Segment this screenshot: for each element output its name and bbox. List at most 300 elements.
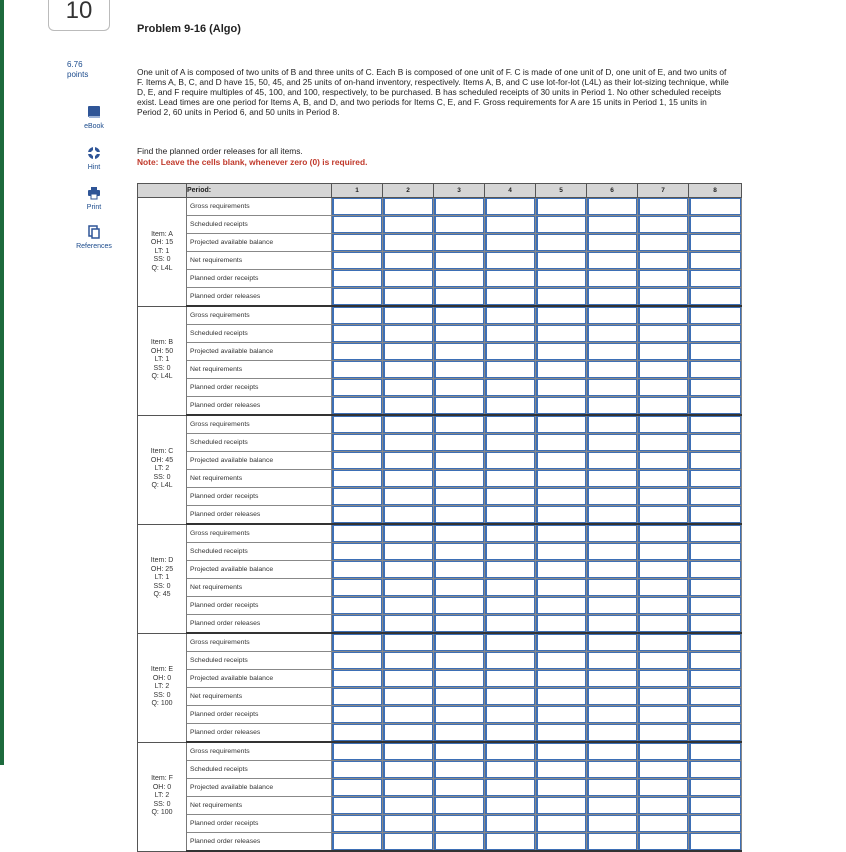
mrp-cell-input[interactable] (434, 216, 484, 233)
mrp-cell-input[interactable] (536, 416, 586, 433)
mrp-cell-input[interactable] (536, 579, 586, 596)
mrp-cell-input[interactable] (434, 252, 484, 269)
mrp-cell-input[interactable] (587, 307, 637, 324)
mrp-cell-input[interactable] (638, 307, 688, 324)
mrp-cell-input[interactable] (536, 452, 586, 469)
mrp-cell-input[interactable] (383, 706, 433, 723)
mrp-cell-input[interactable] (689, 670, 741, 687)
mrp-cell-input[interactable] (587, 543, 637, 560)
mrp-cell-input[interactable] (689, 634, 741, 651)
mrp-cell-input[interactable] (689, 325, 741, 342)
mrp-cell-input[interactable] (536, 615, 586, 632)
mrp-cell-input[interactable] (536, 561, 586, 578)
mrp-cell-input[interactable] (434, 543, 484, 560)
mrp-cell-input[interactable] (383, 397, 433, 414)
mrp-cell-input[interactable] (638, 525, 688, 542)
mrp-cell-input[interactable] (485, 470, 535, 487)
mrp-cell-input[interactable] (383, 416, 433, 433)
mrp-cell-input[interactable] (638, 397, 688, 414)
mrp-cell-input[interactable] (485, 452, 535, 469)
mrp-cell-input[interactable] (638, 434, 688, 451)
mrp-cell-input[interactable] (485, 761, 535, 778)
mrp-cell-input[interactable] (434, 343, 484, 360)
mrp-cell-input[interactable] (689, 724, 741, 741)
mrp-cell-input[interactable] (485, 343, 535, 360)
mrp-cell-input[interactable] (383, 688, 433, 705)
mrp-cell-input[interactable] (638, 561, 688, 578)
mrp-cell-input[interactable] (383, 652, 433, 669)
mrp-cell-input[interactable] (587, 397, 637, 414)
mrp-cell-input[interactable] (689, 343, 741, 360)
mrp-cell-input[interactable] (434, 397, 484, 414)
mrp-cell-input[interactable] (434, 234, 484, 251)
mrp-cell-input[interactable] (689, 198, 741, 215)
mrp-cell-input[interactable] (434, 270, 484, 287)
mrp-cell-input[interactable] (485, 779, 535, 796)
mrp-cell-input[interactable] (536, 670, 586, 687)
mrp-cell-input[interactable] (383, 579, 433, 596)
mrp-cell-input[interactable] (587, 488, 637, 505)
mrp-cell-input[interactable] (536, 397, 586, 414)
mrp-cell-input[interactable] (587, 506, 637, 523)
mrp-cell-input[interactable] (587, 615, 637, 632)
mrp-cell-input[interactable] (689, 252, 741, 269)
mrp-cell-input[interactable] (587, 343, 637, 360)
mrp-cell-input[interactable] (587, 597, 637, 614)
mrp-cell-input[interactable] (638, 343, 688, 360)
mrp-cell-input[interactable] (536, 270, 586, 287)
mrp-cell-input[interactable] (587, 470, 637, 487)
mrp-cell-input[interactable] (689, 597, 741, 614)
mrp-cell-input[interactable] (332, 597, 382, 614)
mrp-cell-input[interactable] (485, 797, 535, 814)
mrp-cell-input[interactable] (383, 288, 433, 305)
mrp-cell-input[interactable] (536, 434, 586, 451)
mrp-cell-input[interactable] (587, 434, 637, 451)
ebook-button[interactable] (72, 105, 116, 130)
mrp-cell-input[interactable] (332, 743, 382, 760)
mrp-cell-input[interactable] (485, 688, 535, 705)
mrp-cell-input[interactable] (383, 815, 433, 832)
mrp-cell-input[interactable] (383, 234, 433, 251)
mrp-cell-input[interactable] (689, 543, 741, 560)
mrp-cell-input[interactable] (587, 688, 637, 705)
mrp-cell-input[interactable] (587, 706, 637, 723)
mrp-cell-input[interactable] (383, 216, 433, 233)
mrp-cell-input[interactable] (536, 815, 586, 832)
mrp-cell-input[interactable] (383, 615, 433, 632)
mrp-cell-input[interactable] (689, 561, 741, 578)
mrp-cell-input[interactable] (689, 652, 741, 669)
mrp-cell-input[interactable] (689, 615, 741, 632)
mrp-cell-input[interactable] (332, 452, 382, 469)
mrp-cell-input[interactable] (536, 706, 586, 723)
mrp-cell-input[interactable] (689, 488, 741, 505)
mrp-cell-input[interactable] (332, 724, 382, 741)
mrp-cell-input[interactable] (689, 833, 741, 850)
mrp-cell-input[interactable] (383, 561, 433, 578)
mrp-cell-input[interactable] (434, 833, 484, 850)
mrp-cell-input[interactable] (689, 470, 741, 487)
mrp-cell-input[interactable] (434, 634, 484, 651)
mrp-cell-input[interactable] (332, 234, 382, 251)
mrp-cell-input[interactable] (638, 488, 688, 505)
mrp-cell-input[interactable] (332, 252, 382, 269)
mrp-cell-input[interactable] (689, 743, 741, 760)
mrp-cell-input[interactable] (383, 797, 433, 814)
mrp-cell-input[interactable] (536, 379, 586, 396)
mrp-cell-input[interactable] (332, 198, 382, 215)
mrp-cell-input[interactable] (332, 325, 382, 342)
mrp-cell-input[interactable] (587, 234, 637, 251)
mrp-cell-input[interactable] (689, 579, 741, 596)
mrp-cell-input[interactable] (434, 361, 484, 378)
mrp-cell-input[interactable] (434, 579, 484, 596)
mrp-cell-input[interactable] (689, 361, 741, 378)
mrp-cell-input[interactable] (638, 234, 688, 251)
mrp-cell-input[interactable] (638, 506, 688, 523)
mrp-cell-input[interactable] (536, 488, 586, 505)
mrp-cell-input[interactable] (485, 506, 535, 523)
mrp-cell (434, 415, 485, 434)
mrp-cell-input[interactable] (383, 325, 433, 342)
mrp-cell-input[interactable] (587, 216, 637, 233)
mrp-cell-input[interactable] (485, 724, 535, 741)
mrp-cell-input[interactable] (638, 597, 688, 614)
mrp-cell-input[interactable] (536, 343, 586, 360)
mrp-cell-input[interactable] (383, 252, 433, 269)
mrp-cell-input[interactable] (638, 288, 688, 305)
mrp-cell-input[interactable] (485, 615, 535, 632)
mrp-cell-input[interactable] (332, 561, 382, 578)
mrp-cell-input[interactable] (434, 307, 484, 324)
mrp-cell-input[interactable] (332, 688, 382, 705)
mrp-cell-input[interactable] (434, 615, 484, 632)
mrp-cell-input[interactable] (536, 361, 586, 378)
mrp-cell-input[interactable] (536, 724, 586, 741)
mrp-cell-input[interactable] (383, 270, 433, 287)
mrp-cell-input[interactable] (638, 361, 688, 378)
mrp-cell-input[interactable] (638, 706, 688, 723)
mrp-cell-input[interactable] (332, 506, 382, 523)
mrp-cell-input[interactable] (383, 779, 433, 796)
mrp-cell-input[interactable] (485, 543, 535, 560)
mrp-cell-input[interactable] (485, 670, 535, 687)
mrp-cell-input[interactable] (689, 525, 741, 542)
mrp-cell-input[interactable] (332, 470, 382, 487)
mrp-cell-input[interactable] (638, 743, 688, 760)
mrp-cell-input[interactable] (332, 779, 382, 796)
mrp-cell-input[interactable] (485, 597, 535, 614)
mrp-cell-input[interactable] (332, 670, 382, 687)
mrp-cell-input[interactable] (332, 216, 382, 233)
mrp-cell-input[interactable] (638, 270, 688, 287)
mrp-cell-input[interactable] (332, 307, 382, 324)
mrp-cell-input[interactable] (332, 706, 382, 723)
hint-button[interactable] (72, 146, 116, 171)
mrp-cell-input[interactable] (638, 416, 688, 433)
mrp-cell-input[interactable] (383, 634, 433, 651)
mrp-cell-input[interactable] (332, 525, 382, 542)
mrp-cell-input[interactable] (587, 833, 637, 850)
mrp-cell-input[interactable] (638, 724, 688, 741)
mrp-cell-input[interactable] (689, 506, 741, 523)
item-ss: SS: 0 (153, 473, 171, 481)
mrp-cell-input[interactable] (587, 670, 637, 687)
mrp-cell-input[interactable] (485, 833, 535, 850)
mrp-cell-input[interactable] (485, 379, 535, 396)
mrp-cell-input[interactable] (332, 797, 382, 814)
mrp-cell-input[interactable] (434, 761, 484, 778)
mrp-cell-input[interactable] (434, 525, 484, 542)
mrp-cell-input[interactable] (536, 198, 586, 215)
mrp-row (138, 779, 742, 797)
mrp-cell-input[interactable] (383, 670, 433, 687)
mrp-cell-input[interactable] (689, 416, 741, 433)
mrp-cell-input[interactable] (587, 561, 637, 578)
mrp-cell-input[interactable] (434, 724, 484, 741)
mrp-cell-input[interactable] (485, 307, 535, 324)
mrp-cell-input[interactable] (434, 688, 484, 705)
mrp-cell-input[interactable] (485, 706, 535, 723)
mrp-cell-input[interactable] (638, 688, 688, 705)
mrp-cell-input[interactable] (689, 379, 741, 396)
mrp-cell-input[interactable] (383, 724, 433, 741)
mrp-cell-input[interactable] (587, 416, 637, 433)
mrp-cell-input[interactable] (383, 833, 433, 850)
mrp-cell-input[interactable] (383, 198, 433, 215)
mrp-cell-input[interactable] (332, 579, 382, 596)
mrp-cell-input[interactable] (485, 361, 535, 378)
mrp-cell-input[interactable] (587, 652, 637, 669)
mrp-cell-input[interactable] (485, 488, 535, 505)
mrp-cell-input[interactable] (689, 688, 741, 705)
mrp-cell-input[interactable] (638, 379, 688, 396)
mrp-cell-input[interactable] (536, 307, 586, 324)
mrp-cell-input[interactable] (689, 234, 741, 251)
mrp-cell-input[interactable] (332, 379, 382, 396)
mrp-row (138, 761, 742, 779)
mrp-cell-input[interactable] (587, 743, 637, 760)
mrp-cell-input[interactable] (587, 797, 637, 814)
mrp-cell-input[interactable] (536, 833, 586, 850)
mrp-cell-input[interactable] (638, 216, 688, 233)
mrp-cell-input[interactable] (434, 488, 484, 505)
mrp-cell-input[interactable] (434, 797, 484, 814)
mrp-cell-input[interactable] (485, 397, 535, 414)
mrp-cell-input[interactable] (536, 252, 586, 269)
mrp-cell-input[interactable] (587, 579, 637, 596)
mrp-cell-input[interactable] (536, 797, 586, 814)
mrp-cell-input[interactable] (332, 361, 382, 378)
mrp-cell-input[interactable] (587, 815, 637, 832)
mrp-cell-input[interactable] (689, 815, 741, 832)
mrp-cell-input[interactable] (434, 670, 484, 687)
mrp-cell-input[interactable] (536, 325, 586, 342)
mrp-cell-input[interactable] (383, 307, 433, 324)
mrp-cell-input[interactable] (383, 743, 433, 760)
mrp-cell (434, 470, 485, 488)
mrp-cell-input[interactable] (434, 325, 484, 342)
mrp-cell-input[interactable] (434, 379, 484, 396)
mrp-cell-input[interactable] (434, 561, 484, 578)
mrp-cell-input[interactable] (587, 270, 637, 287)
mrp-cell-input[interactable] (332, 343, 382, 360)
mrp-cell-input[interactable] (383, 597, 433, 614)
mrp-cell-input[interactable] (638, 252, 688, 269)
mrp-cell-input[interactable] (638, 452, 688, 469)
mrp-cell-input[interactable] (536, 688, 586, 705)
mrp-cell-input[interactable] (485, 198, 535, 215)
mrp-cell-input[interactable] (434, 452, 484, 469)
mrp-cell-input[interactable] (638, 634, 688, 651)
mrp-cell-input[interactable] (689, 307, 741, 324)
mrp-cell-input[interactable] (434, 198, 484, 215)
mrp-cell-input[interactable] (536, 543, 586, 560)
mrp-cell-input[interactable] (536, 743, 586, 760)
mrp-cell-input[interactable] (638, 761, 688, 778)
mrp-cell-input[interactable] (485, 416, 535, 433)
mrp-cell-input[interactable] (485, 288, 535, 305)
mrp-cell-input[interactable] (383, 488, 433, 505)
mrp-cell-input[interactable] (587, 634, 637, 651)
mrp-cell-input[interactable] (536, 525, 586, 542)
mrp-cell-input[interactable] (332, 761, 382, 778)
mrp-cell-input[interactable] (587, 525, 637, 542)
mrp-cell-input[interactable] (536, 634, 586, 651)
mrp-cell-input[interactable] (383, 761, 433, 778)
mrp-cell-input[interactable] (689, 216, 741, 233)
mrp-cell-input[interactable] (536, 652, 586, 669)
mrp-cell-input[interactable] (332, 833, 382, 850)
mrp-cell-input[interactable] (587, 379, 637, 396)
mrp-cell-input[interactable] (332, 652, 382, 669)
mrp-cell-input[interactable] (383, 379, 433, 396)
mrp-cell-input[interactable] (536, 470, 586, 487)
mrp-cell-input[interactable] (638, 470, 688, 487)
mrp-cell-input[interactable] (689, 288, 741, 305)
mrp-cell-input[interactable] (332, 815, 382, 832)
mrp-cell (536, 670, 587, 688)
mrp-cell-input[interactable] (536, 779, 586, 796)
mrp-cell-input[interactable] (485, 252, 535, 269)
mrp-cell-input[interactable] (536, 761, 586, 778)
mrp-cell-input[interactable] (587, 779, 637, 796)
mrp-cell-input[interactable] (638, 198, 688, 215)
mrp-cell-input[interactable] (485, 234, 535, 251)
mrp-cell-input[interactable] (434, 779, 484, 796)
mrp-cell-input[interactable] (689, 397, 741, 414)
mrp-cell-input[interactable] (434, 470, 484, 487)
mrp-cell-input[interactable] (587, 724, 637, 741)
mrp-cell (383, 234, 434, 252)
mrp-cell-input[interactable] (638, 779, 688, 796)
mrp-cell-input[interactable] (638, 652, 688, 669)
mrp-cell-input[interactable] (485, 579, 535, 596)
mrp-cell-input[interactable] (638, 833, 688, 850)
mrp-cell-input[interactable] (434, 506, 484, 523)
mrp-cell-input[interactable] (485, 634, 535, 651)
mrp-cell-input[interactable] (434, 815, 484, 832)
mrp-cell-input[interactable] (638, 325, 688, 342)
mrp-cell-input[interactable] (485, 815, 535, 832)
mrp-cell-input[interactable] (434, 743, 484, 760)
mrp-cell-input[interactable] (587, 252, 637, 269)
mrp-cell-input[interactable] (689, 761, 741, 778)
mrp-cell-input[interactable] (383, 525, 433, 542)
mrp-cell-input[interactable] (638, 815, 688, 832)
mrp-cell-input[interactable] (332, 270, 382, 287)
mrp-cell-input[interactable] (689, 434, 741, 451)
mrp-cell-input[interactable] (434, 706, 484, 723)
mrp-cell-input[interactable] (485, 743, 535, 760)
mrp-cell-input[interactable] (638, 797, 688, 814)
mrp-cell-input[interactable] (536, 216, 586, 233)
mrp-cell-input[interactable] (383, 506, 433, 523)
mrp-cell-input[interactable] (689, 797, 741, 814)
mrp-cell-input[interactable] (332, 288, 382, 305)
mrp-cell-input[interactable] (383, 543, 433, 560)
mrp-cell-input[interactable] (638, 543, 688, 560)
mrp-cell-input[interactable] (485, 525, 535, 542)
references-button[interactable] (72, 225, 116, 250)
mrp-cell-input[interactable] (485, 561, 535, 578)
mrp-cell-input[interactable] (587, 198, 637, 215)
mrp-cell-input[interactable] (689, 779, 741, 796)
mrp-cell-input[interactable] (332, 397, 382, 414)
mrp-cell-input[interactable] (332, 488, 382, 505)
mrp-cell-input[interactable] (434, 434, 484, 451)
mrp-cell-input[interactable] (434, 652, 484, 669)
mrp-cell-input[interactable] (587, 288, 637, 305)
mrp-cell-input[interactable] (434, 597, 484, 614)
mrp-cell-input[interactable] (485, 325, 535, 342)
mrp-cell-input[interactable] (383, 361, 433, 378)
mrp-cell (332, 470, 383, 488)
mrp-cell-input[interactable] (434, 288, 484, 305)
mrp-cell-input[interactable] (485, 216, 535, 233)
mrp-cell-input[interactable] (485, 652, 535, 669)
mrp-cell-input[interactable] (536, 506, 586, 523)
mrp-cell-input[interactable] (383, 434, 433, 451)
mrp-cell-input[interactable] (638, 579, 688, 596)
mrp-cell-input[interactable] (383, 470, 433, 487)
mrp-cell-input[interactable] (689, 706, 741, 723)
mrp-cell-input[interactable] (638, 615, 688, 632)
mrp-cell-input[interactable] (536, 288, 586, 305)
mrp-cell-input[interactable] (587, 325, 637, 342)
mrp-cell-input[interactable] (383, 343, 433, 360)
mrp-cell-input[interactable] (587, 361, 637, 378)
print-button[interactable] (72, 186, 116, 211)
mrp-cell-input[interactable] (587, 761, 637, 778)
mrp-cell-input[interactable] (689, 452, 741, 469)
mrp-cell-input[interactable] (383, 452, 433, 469)
mrp-cell-input[interactable] (332, 543, 382, 560)
mrp-cell-input[interactable] (689, 270, 741, 287)
mrp-cell-input[interactable] (332, 615, 382, 632)
mrp-cell-input[interactable] (332, 634, 382, 651)
mrp-cell-input[interactable] (332, 434, 382, 451)
mrp-cell-input[interactable] (332, 416, 382, 433)
mrp-cell-input[interactable] (536, 597, 586, 614)
mrp-cell-input[interactable] (638, 670, 688, 687)
mrp-cell-input[interactable] (587, 452, 637, 469)
mrp-cell-input[interactable] (434, 416, 484, 433)
mrp-cell-input[interactable] (485, 270, 535, 287)
mrp-cell-input[interactable] (485, 434, 535, 451)
mrp-cell-input[interactable] (536, 234, 586, 251)
